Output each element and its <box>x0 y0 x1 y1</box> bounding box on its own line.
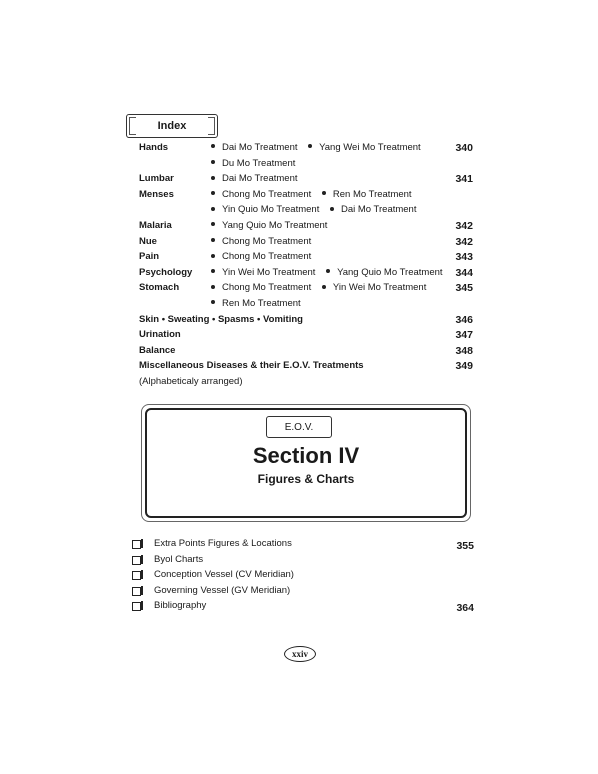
page-ref: 344 <box>455 266 473 279</box>
index-row-bold <box>139 329 473 345</box>
page-ref: 345 <box>455 282 473 295</box>
figures-list <box>132 538 474 616</box>
bullet-icon <box>322 191 326 195</box>
treatment-item: Ren Mo Treatment <box>332 188 412 200</box>
index-row <box>139 267 473 283</box>
bullet-icon <box>330 207 334 211</box>
index-row-label: Menses <box>139 188 174 200</box>
treatment-item: Yang Quio Mo Treatment <box>337 266 443 278</box>
bullet-icon <box>211 238 215 242</box>
index-tab <box>126 114 218 138</box>
bullet-icon <box>211 300 215 304</box>
index-row-label: Nue <box>139 235 157 247</box>
treatment-item: Dai Mo Treatment <box>222 142 298 153</box>
index-row-bold <box>139 360 473 376</box>
treatment-item: Chong Mo Treatment <box>222 251 312 263</box>
index-row-bold-label: Urination <box>139 329 181 341</box>
bullet-icon <box>211 254 215 258</box>
checkbox-icon <box>132 540 141 549</box>
checkbox-icon <box>132 571 141 580</box>
treatment-item: Du Mo Treatment <box>222 157 296 169</box>
bullet-icon <box>322 285 326 289</box>
index-row <box>139 189 473 205</box>
treatment-item: Chong Mo Treatment <box>222 188 312 200</box>
list-item <box>132 554 474 570</box>
index-list <box>139 142 473 392</box>
treatment-item: Yang Quio Mo Treatment <box>222 219 328 231</box>
section-tag <box>266 416 332 438</box>
page-ref: 346 <box>455 313 473 326</box>
index-row-label: Stomach <box>139 282 180 294</box>
index-row <box>139 298 473 314</box>
list-item <box>132 600 474 616</box>
treatment-item: Chong Mo Treatment <box>222 282 312 294</box>
index-tab-label: Index <box>157 120 187 132</box>
index-note: (Alphabeticaly arranged) <box>139 375 243 387</box>
treatment-item: Yang Wei Mo Treatment <box>319 142 421 153</box>
index-row-label: Psychology <box>139 266 193 278</box>
index-row-bold <box>139 314 473 330</box>
bullet-icon <box>211 144 215 148</box>
section-title: Section IV <box>252 443 360 468</box>
page-ref: 340 <box>455 142 473 154</box>
section-tag-label: E.O.V. <box>284 421 314 433</box>
page-ref: 355 <box>456 540 474 552</box>
bullet-icon <box>326 269 330 273</box>
list-item-label: Governing Vessel (GV Meridian) <box>154 584 291 596</box>
list-item <box>132 569 474 585</box>
page-ref: 349 <box>455 360 473 373</box>
page-ref: 348 <box>455 344 473 357</box>
checkbox-icon <box>132 587 141 596</box>
treatment-item: Yin Wei Mo Treatment <box>222 266 316 278</box>
section-subtitle: Figures & Charts <box>257 472 355 486</box>
list-item <box>132 585 474 601</box>
list-item-label: Conception Vessel (CV Meridian) <box>154 569 294 581</box>
page-ref: 364 <box>456 602 474 615</box>
treatment-item: Chong Mo Treatment <box>222 235 312 247</box>
bullet-icon <box>308 144 312 148</box>
treatment-item: Yin Quio Mo Treatment <box>222 204 320 216</box>
bullet-icon <box>211 176 215 180</box>
index-row-label: Malaria <box>139 219 172 231</box>
index-row <box>139 204 473 220</box>
bullet-icon <box>211 191 215 195</box>
page-number <box>284 646 316 662</box>
page-ref: 341 <box>455 173 473 186</box>
index-row-label: Hands <box>139 142 169 153</box>
index-row <box>139 142 473 158</box>
bullet-icon <box>211 207 215 211</box>
index-note-row <box>139 376 473 392</box>
page-ref: 342 <box>455 219 473 232</box>
checkbox-icon <box>132 556 141 565</box>
treatment-item: Yin Wei Mo Treatment <box>332 282 427 294</box>
list-item-label: Byol Charts <box>154 553 204 565</box>
bullet-icon <box>211 285 215 289</box>
page-ref: 342 <box>455 235 473 248</box>
treatment-item: Dai Mo Treatment <box>340 204 417 216</box>
index-row <box>139 251 473 267</box>
index-row <box>139 236 473 252</box>
index-row-bold <box>139 345 473 361</box>
list-item <box>132 538 474 554</box>
treatment-item: Ren Mo Treatment <box>222 297 301 309</box>
list-item-label: Bibliography <box>154 600 207 612</box>
list-item-label: Extra Points Figures & Locations <box>154 538 292 549</box>
index-row <box>139 173 473 189</box>
index-row <box>139 220 473 236</box>
index-row-bold-label: Miscellaneous Diseases & their E.O.V. Treatments <box>139 360 364 372</box>
treatment-item: Dai Mo Treatment <box>222 173 298 185</box>
index-row-label: Lumbar <box>139 173 174 185</box>
index-row <box>139 158 473 174</box>
index-row-label: Pain <box>139 251 160 263</box>
bullet-icon <box>211 269 215 273</box>
index-row <box>139 282 473 298</box>
index-row-bold-label: Skin • Sweating • Spasms • Vomiting <box>139 313 303 325</box>
bullet-icon <box>211 222 215 226</box>
page-ref: 343 <box>455 251 473 264</box>
index-row-bold-label: Balance <box>139 344 176 356</box>
bullet-icon <box>211 160 215 164</box>
page-ref: 347 <box>455 329 473 342</box>
page-number-label: xxiv <box>291 649 308 659</box>
checkbox-icon <box>132 602 141 611</box>
